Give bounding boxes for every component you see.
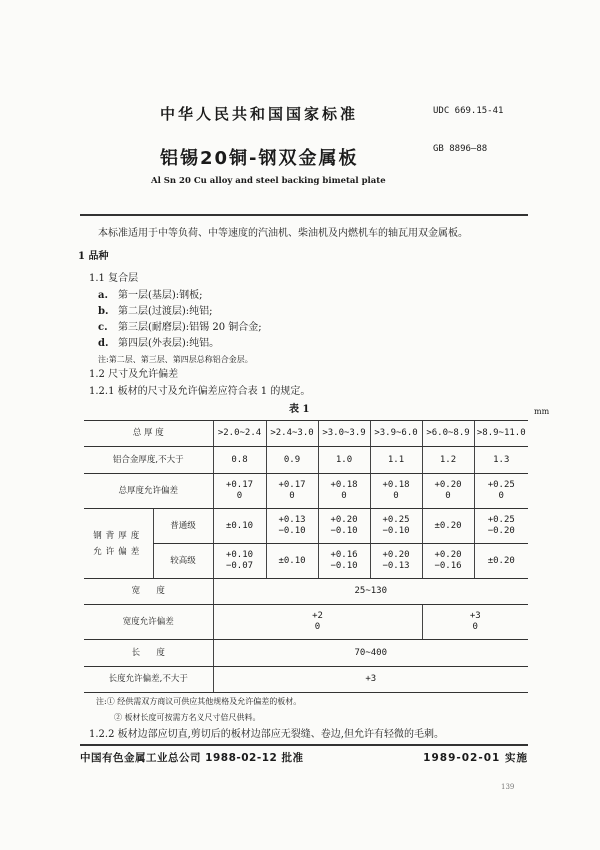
section-1-1-heading: 1.1 复合层 xyxy=(89,273,139,284)
gb-code: GB 8896—88 xyxy=(433,144,488,154)
row-label: 长度允许偏差,不大于 xyxy=(84,667,213,693)
list-item: c. 第三层(耐磨层):铝锡 20 铜合金; xyxy=(98,322,262,333)
table-row xyxy=(84,640,528,667)
table-note-1: 注:① 经供需双方商议可供应其他规格及允许偏差的板材。 xyxy=(96,697,302,706)
effective-date: 1989-02-01 实施 xyxy=(423,752,528,764)
table-cell: +0.25 −0.20 xyxy=(474,509,528,544)
udc-code: UDC 669.15-41 xyxy=(433,106,504,116)
table-cell: 1.1 xyxy=(370,447,422,474)
table-row xyxy=(84,667,528,693)
footer-divider xyxy=(80,744,528,746)
table-cell: 1.3 xyxy=(474,447,528,474)
table-cell: +0.25 0 xyxy=(474,474,528,509)
row-label: 宽 度 xyxy=(84,579,213,605)
approval-info: 中国有色金属工业总公司 1988-02-12 批准 xyxy=(80,752,304,764)
row-label: 长 度 xyxy=(84,640,213,667)
table-row xyxy=(84,509,528,544)
header-cell: 总 厚 度 xyxy=(84,421,213,447)
table-caption: 表 1 xyxy=(289,404,310,415)
list-item: b. 第二层(过渡层):纯铝; xyxy=(98,306,213,317)
table-cell: ±0.10 xyxy=(213,509,266,544)
table-row xyxy=(84,421,528,447)
section-1-2-2-text: 1.2.2 板材边部应切直,剪切后的板材边部应无裂缝、卷边,但允许有轻微的毛刺。 xyxy=(89,729,444,740)
row-label: 铝合金厚度,不大于 xyxy=(84,447,213,474)
table-cell: +3 xyxy=(213,667,528,693)
section-1-heading: 1 品种 xyxy=(78,251,109,262)
table-cell: +3 0 xyxy=(422,605,528,640)
table-note-2: ② 板材长度可按需方名义尺寸倍尺供料。 xyxy=(114,713,261,722)
list-item: d. 第四层(外表层):纯铝。 xyxy=(98,338,220,349)
table-cell: 1.2 xyxy=(422,447,474,474)
table-cell: 25~130 xyxy=(213,579,528,605)
table-cell: +0.17 0 xyxy=(266,474,318,509)
row-sublabel: 普通级 xyxy=(153,509,213,544)
unit-label: mm xyxy=(534,407,550,416)
table-cell: ±0.10 xyxy=(266,544,318,579)
table-cell: +0.18 0 xyxy=(318,474,370,509)
english-title: Al Sn 20 Cu alloy and steel backing bimetal plate xyxy=(151,176,386,186)
table-cell: +0.25 −0.10 xyxy=(370,509,422,544)
table-cell: 70~400 xyxy=(213,640,528,667)
table-cell: 1.0 xyxy=(318,447,370,474)
header-cell: >3.0~3.9 xyxy=(318,421,370,447)
table-cell: +0.13 −0.10 xyxy=(266,509,318,544)
table-cell: +0.20 −0.13 xyxy=(370,544,422,579)
document-title: 铝锡20铜-钢双金属板 xyxy=(160,148,359,169)
header-cell: >8.9~11.0 xyxy=(474,421,528,447)
section-1-2-heading: 1.2 尺寸及允许偏差 xyxy=(89,369,179,380)
table-row xyxy=(84,579,528,605)
row-label: 宽度允许偏差 xyxy=(84,605,213,640)
table-row xyxy=(84,447,528,474)
dimensions-table xyxy=(84,420,528,693)
table-cell: +0.20 −0.16 xyxy=(422,544,474,579)
header-cell: >2.4~3.0 xyxy=(266,421,318,447)
table-cell: +0.16 −0.10 xyxy=(318,544,370,579)
row-label: 钢背厚度允许偏差 xyxy=(84,509,153,579)
table-cell: ±0.20 xyxy=(422,509,474,544)
row-label: 总厚度允许偏差 xyxy=(84,474,213,509)
table-cell: +0.17 0 xyxy=(213,474,266,509)
table-cell: +0.20 0 xyxy=(422,474,474,509)
table-cell: +0.18 0 xyxy=(370,474,422,509)
header-divider xyxy=(80,214,528,216)
header-cell: >3.9~6.0 xyxy=(370,421,422,447)
table-cell: +0.20 −0.10 xyxy=(318,509,370,544)
page-number: 139 xyxy=(501,783,515,791)
row-sublabel: 较高级 xyxy=(153,544,213,579)
table-row xyxy=(84,474,528,509)
section-1-2-1-text: 1.2.1 板材的尺寸及允许偏差应符合表 1 的规定。 xyxy=(89,386,311,397)
table-cell: +2 0 xyxy=(213,605,422,640)
table-cell: +0.10 −0.07 xyxy=(213,544,266,579)
table-row xyxy=(84,605,528,640)
list-item: a. 第一层(基层):钢板; xyxy=(98,290,203,301)
national-standard-heading: 中华人民共和国国家标准 xyxy=(160,105,359,123)
scope-paragraph: 本标准适用于中等负荷、中等速度的汽油机、柴油机及内燃机车的轴瓦用双金属板。 xyxy=(98,228,468,239)
table-cell: 0.9 xyxy=(266,447,318,474)
layer-note: 注:第二层、第三层、第四层总称铝合金层。 xyxy=(98,355,253,364)
table-cell: 0.8 xyxy=(213,447,266,474)
header-cell: >6.0~8.9 xyxy=(422,421,474,447)
table-cell: ±0.20 xyxy=(474,544,528,579)
header-cell: >2.0~2.4 xyxy=(213,421,266,447)
